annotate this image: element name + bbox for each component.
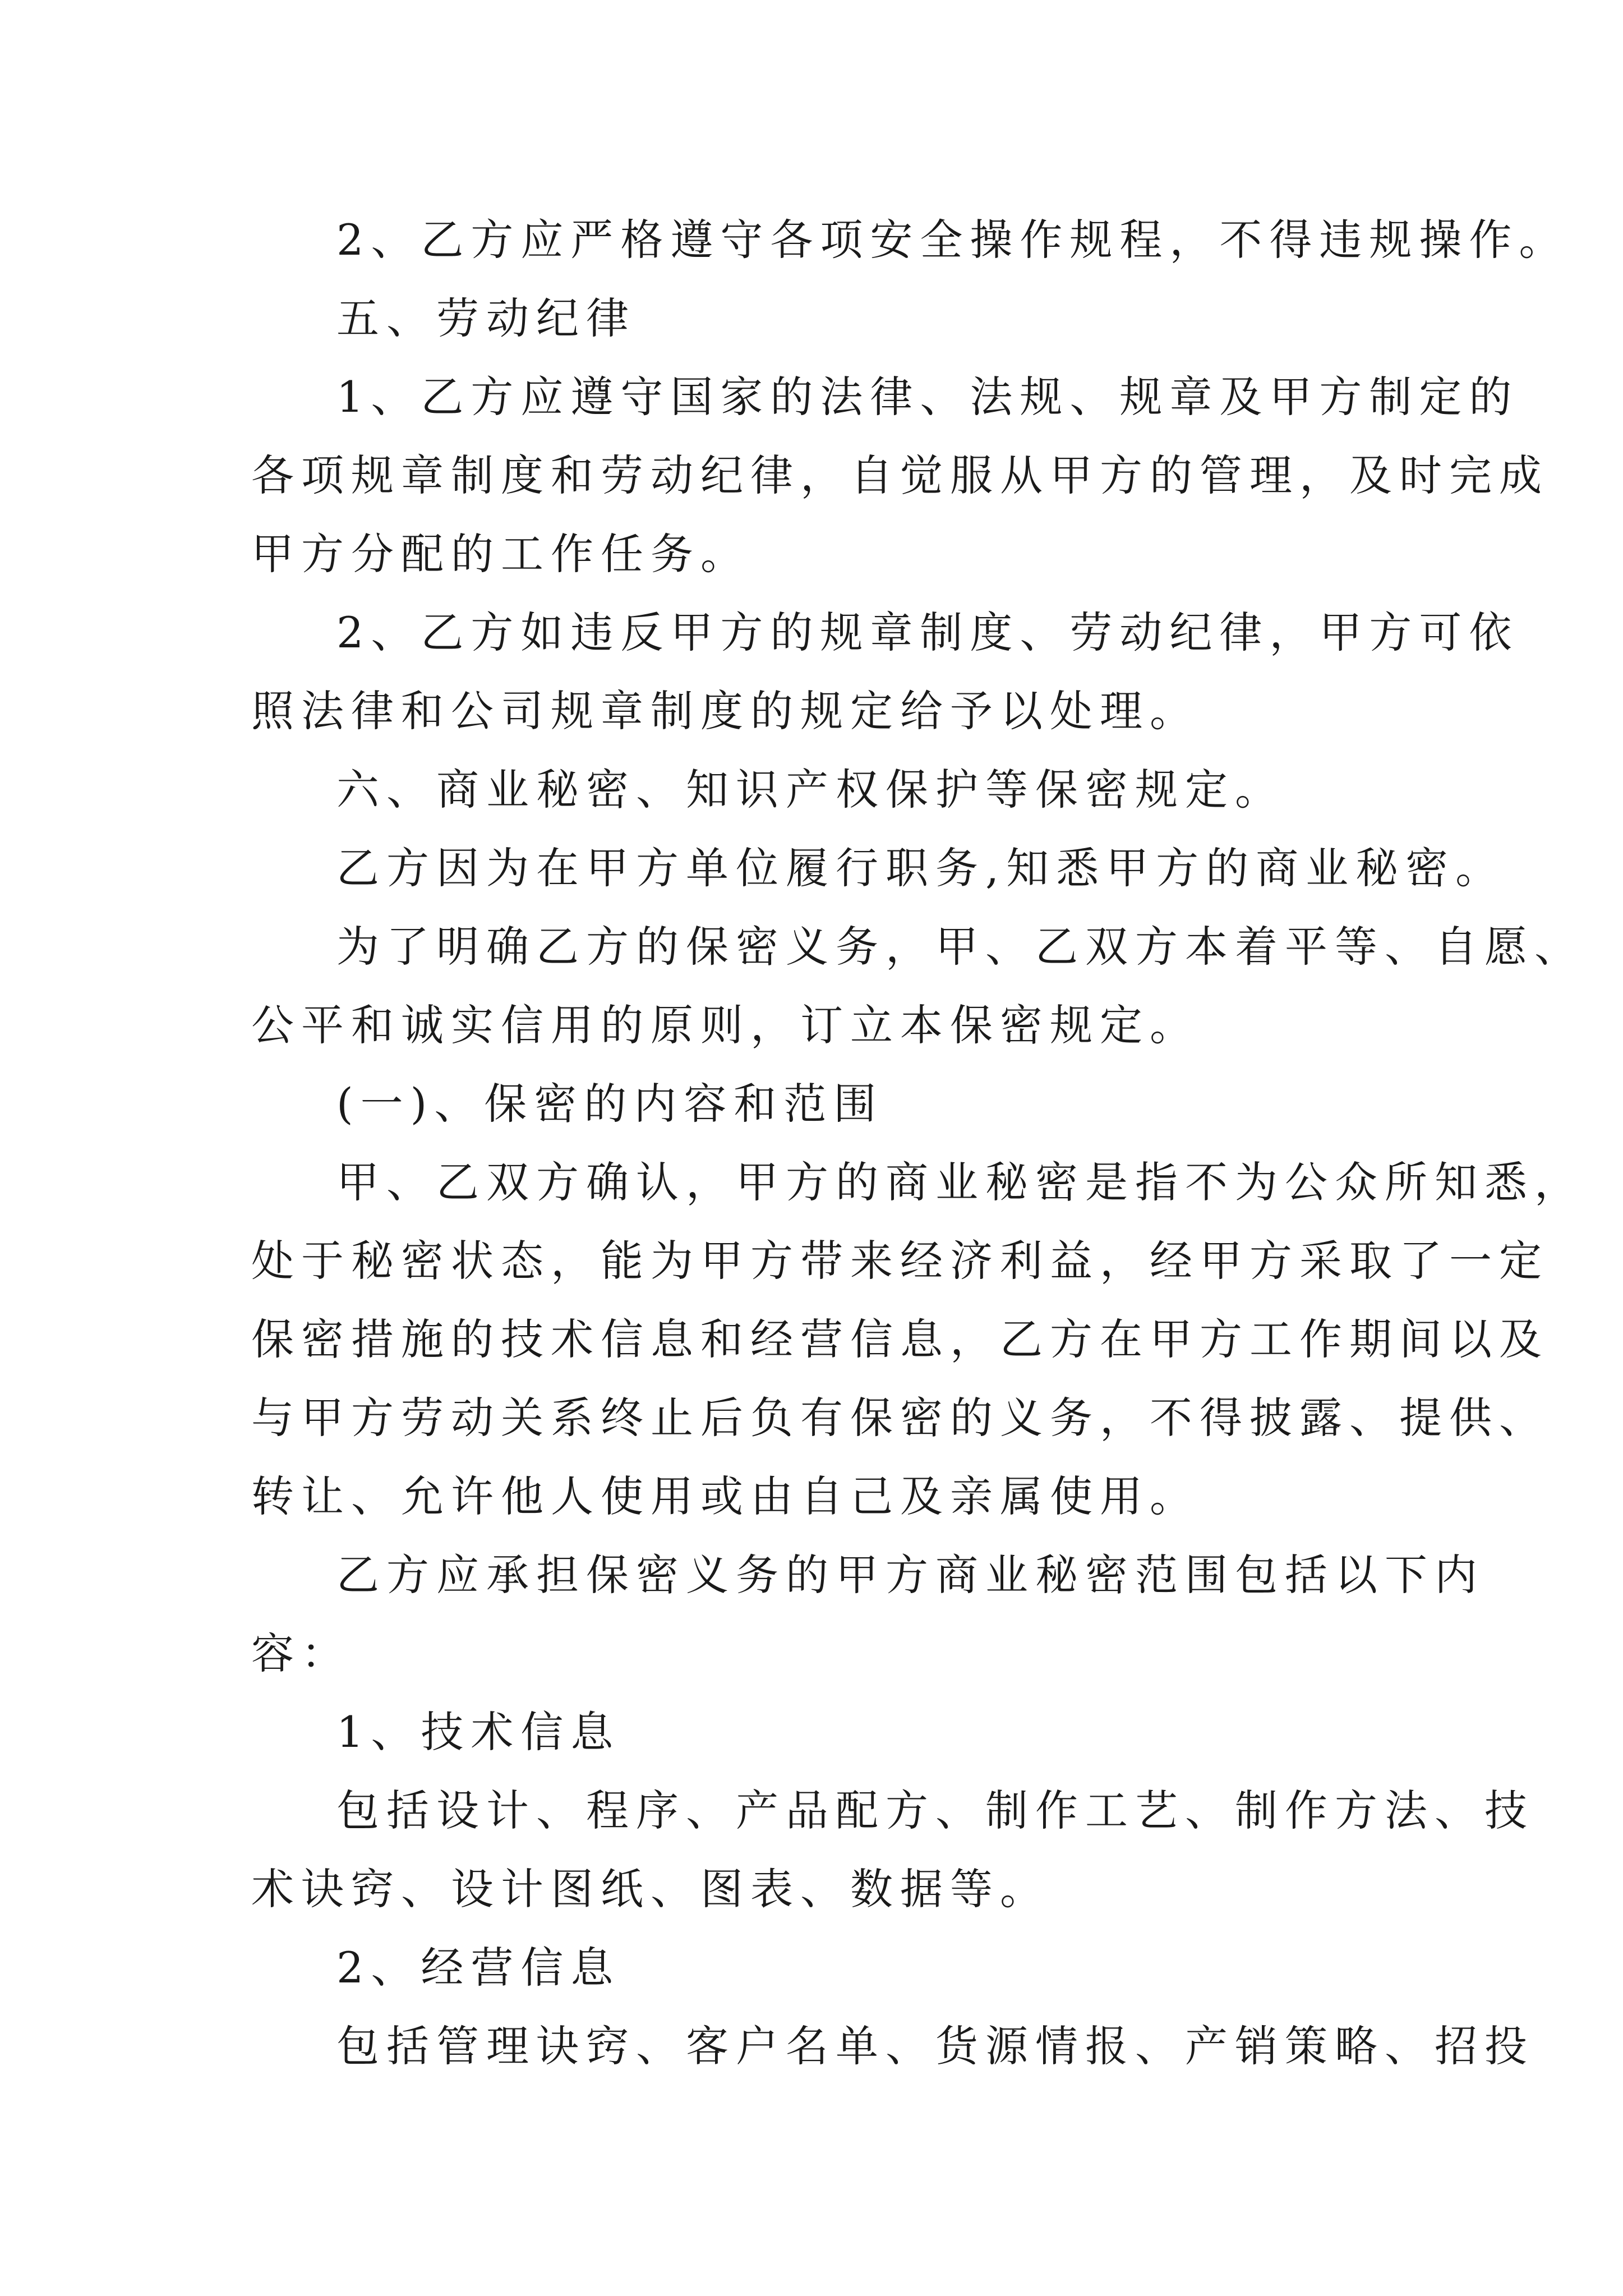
subsection-heading: 1、技术信息 <box>336 1707 621 1757</box>
text-line: 处于秘密状态，能为甲方带来经济利益，经甲方采取了一定 <box>251 1236 1549 1286</box>
text-line: 2、乙方应严格遵守各项安全操作规程，不得违规操作。 <box>336 215 1569 265</box>
text-line: 2、乙方如违反甲方的规章制度、劳动纪律，甲方可依 <box>336 608 1519 657</box>
text-line: 公平和诚实信用的原则，订立本保密规定。 <box>251 1000 1200 1050</box>
text-line: 各项规章制度和劳动纪律，自觉服从甲方的管理，及时完成 <box>251 450 1549 500</box>
text-line: 保密措施的技术信息和经营信息，乙方在甲方工作期间以及 <box>251 1314 1549 1364</box>
subsection-heading: 2、经营信息 <box>336 1943 621 1993</box>
text-line: 甲、乙双方确认，甲方的商业秘密是指不为公众所知悉， <box>336 1157 1584 1207</box>
text-line: 包括管理诀窍、客户名单、货源情报、产销策略、招投 <box>336 2021 1534 2071</box>
text-line: 术诀窍、设计图纸、图表、数据等。 <box>251 1864 1050 1914</box>
subsection-heading: (一)、保密的内容和范围 <box>336 1079 884 1129</box>
text-line: 与甲方劳动关系终止后负有保密的义务，不得披露、提供、 <box>251 1393 1549 1443</box>
text-line: 照法律和公司规章制度的规定给予以处理。 <box>251 686 1200 736</box>
text-line: 1、乙方应遵守国家的法律、法规、规章及甲方制定的 <box>336 372 1519 422</box>
text-line: 转让、允许他人使用或由自己及亲属使用。 <box>251 1471 1200 1521</box>
text-line: 为了明确乙方的保密义务，甲、乙双方本着平等、自愿、 <box>336 922 1584 972</box>
text-line: 乙方应承担保密义务的甲方商业秘密范围包括以下内 <box>336 1550 1484 1600</box>
text-line: 甲方分配的工作任务。 <box>251 529 750 579</box>
section-heading: 六、商业秘密、知识产权保护等保密规定。 <box>336 765 1285 815</box>
section-heading: 五、劳动纪律 <box>336 293 636 343</box>
text-line: 容： <box>251 1628 351 1678</box>
text-line: 包括设计、程序、产品配方、制作工艺、制作方法、技 <box>336 1786 1534 1835</box>
text-line: 乙方因为在甲方单位履行职务,知悉甲方的商业秘密。 <box>336 843 1506 893</box>
